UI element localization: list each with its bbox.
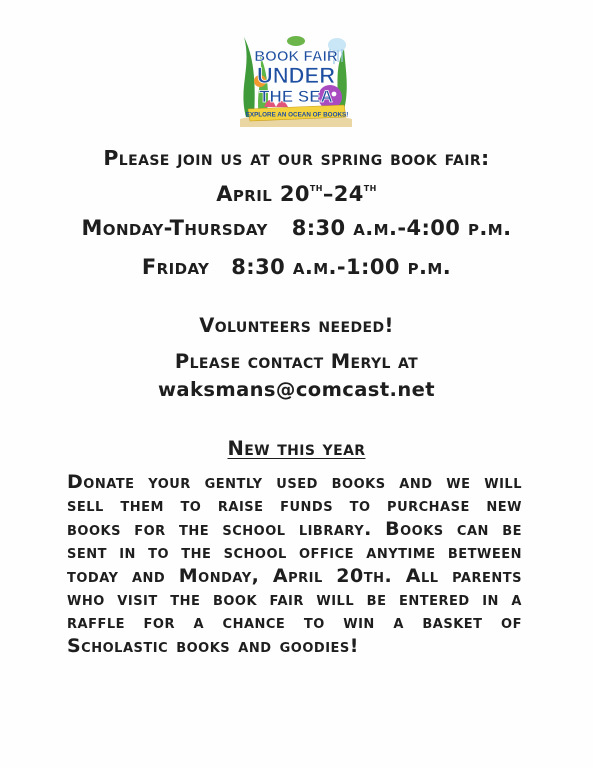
- logo-title-line2: UNDER: [256, 63, 336, 88]
- date-end-suffix: th: [363, 181, 377, 194]
- weekday-hours: [0, 216, 593, 240]
- friday-hours: [0, 255, 593, 279]
- donation-paragraph: Donate your gently used books and we will sell them to raise funds to purchase new books for the school library. Books can be sent in to the school office anytime between today and Monday, April 20th. All parents who visit the book fair will be entered in a raffle for a chance to win a basket of Scholastic books and goodies!: [67, 471, 522, 657]
- date-dash: –: [322, 182, 334, 206]
- weekday-label: Monday-Thursday: [81, 216, 268, 240]
- friday-time: 8:30 a.m.-1:00 p.m.: [231, 255, 452, 279]
- date-start-suffix: th: [309, 181, 323, 194]
- friday-label: Friday: [141, 255, 210, 279]
- new-this-year-heading: New this year: [227, 437, 366, 460]
- volunteers-needed: Volunteers needed!: [199, 314, 394, 337]
- contact-email: waksmans@comcast.net: [158, 378, 435, 401]
- logo-title-line3: THE SEA: [259, 87, 333, 106]
- logo-banner-text: EXPLORE AN OCEAN OF BOOKS!: [245, 111, 349, 119]
- date-end: 24: [333, 182, 364, 206]
- intro-line: Please join us at our spring book fair:: [103, 146, 490, 170]
- logo-title-line1: BOOK FAIR: [254, 48, 338, 65]
- fair-dates: [0, 182, 593, 206]
- book-fair-logo: [234, 27, 358, 131]
- date-start: April 20: [216, 182, 310, 206]
- contact-line: Please contact Meryl at: [174, 350, 419, 373]
- weekday-time: 8:30 a.m.-4:00 p.m.: [291, 216, 512, 240]
